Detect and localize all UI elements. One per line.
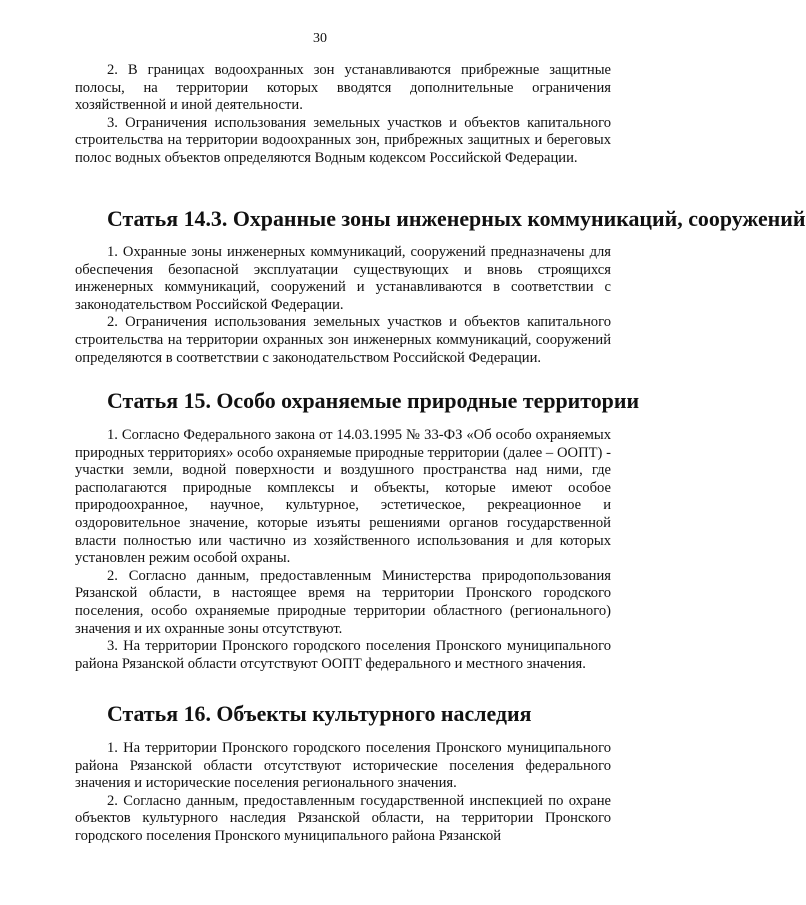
section-article-15 — [75, 427, 611, 673]
paragraph-article-15-2: 2. Согласно данным, предоставленным Министерства природопользования Рязанской области, в настоящее время на территории Пронского городского поселения, особо охраняемые природные территории областного (регионального) значения и их охранные зоны отсутствуют. — [75, 567, 611, 637]
heading-article-14-3: Статья 14.3. Охранные зоны инженерных коммуникаций, сооружений — [107, 206, 806, 231]
section-article-14-3 — [75, 244, 611, 367]
heading-article-16: Статья 16. Объекты культурного наследия — [107, 701, 532, 726]
section-article-16 — [75, 740, 611, 846]
page-number: 30 — [313, 31, 327, 46]
paragraph-water-zones-3: 3. Ограничения использования земельных участков и объектов капитального строительства на территории водоохранных зон, прибрежных защитных и береговых полос водных объектов определяются Водным кодексом Российской Федерации. — [75, 114, 611, 166]
paragraph-article-14-3-2: 2. Ограничения использования земельных участков и объектов капитального строительства на территории охранных зон инженерных коммуникаций, сооружений определяются в соответствии с законодательством Российской Федерации. — [75, 314, 611, 366]
paragraph-water-zones-2: 2. В границах водоохранных зон устанавливаются прибрежные защитные полосы, на территории которых вводятся дополнительные ограничения хозяйственной и иной деятельности. — [75, 62, 611, 114]
paragraph-article-15-1: 1. Согласно Федерального закона от 14.03.1995 № 33-ФЗ «Об особо охраняемых природных территориях» особо охраняемые природные территории (далее – ООПТ) - участки земли, водной поверхности и воздушного пространства над ними, где располагаются природные комплексы и объекты, которые имеют особое природоохранное, научное, культурное, эстетическое, рекреационное и оздоровительное значение, которые изъяты решениями органов государственной власти полностью или частично из хозяйственного использования и для которых установлен режим особой охраны. — [75, 427, 611, 567]
paragraph-article-16-2: 2. Согласно данным, предоставленным государственной инспекцией по охране объектов культурного наследия Рязанской области, на территории Пронского городского поселения Пронского муниципального района Рязанской — [75, 792, 611, 844]
section-water-zones — [75, 62, 611, 168]
paragraph-article-14-3-1: 1. Охранные зоны инженерных коммуникаций, сооружений предназначены для обеспечения безопасной эксплуатации существующих и вновь строящихся инженерных коммуникаций, сооружений и устанавливаются в соответствии с законодательством Российской Федерации. — [75, 244, 611, 313]
paragraph-article-15-3: 3. На территории Пронского городского поселения Пронского муниципального района Рязанской области отсутствуют ООПТ федерального и местного значения. — [75, 638, 611, 672]
heading-article-15: Статья 15. Особо охраняемые природные территории — [107, 388, 640, 413]
paragraph-article-16-1: 1. На территории Пронского городского поселения Пронского муниципального района Рязанской области отсутствуют исторические поселения федерального значения и исторические поселения регионального значения. — [75, 740, 611, 792]
